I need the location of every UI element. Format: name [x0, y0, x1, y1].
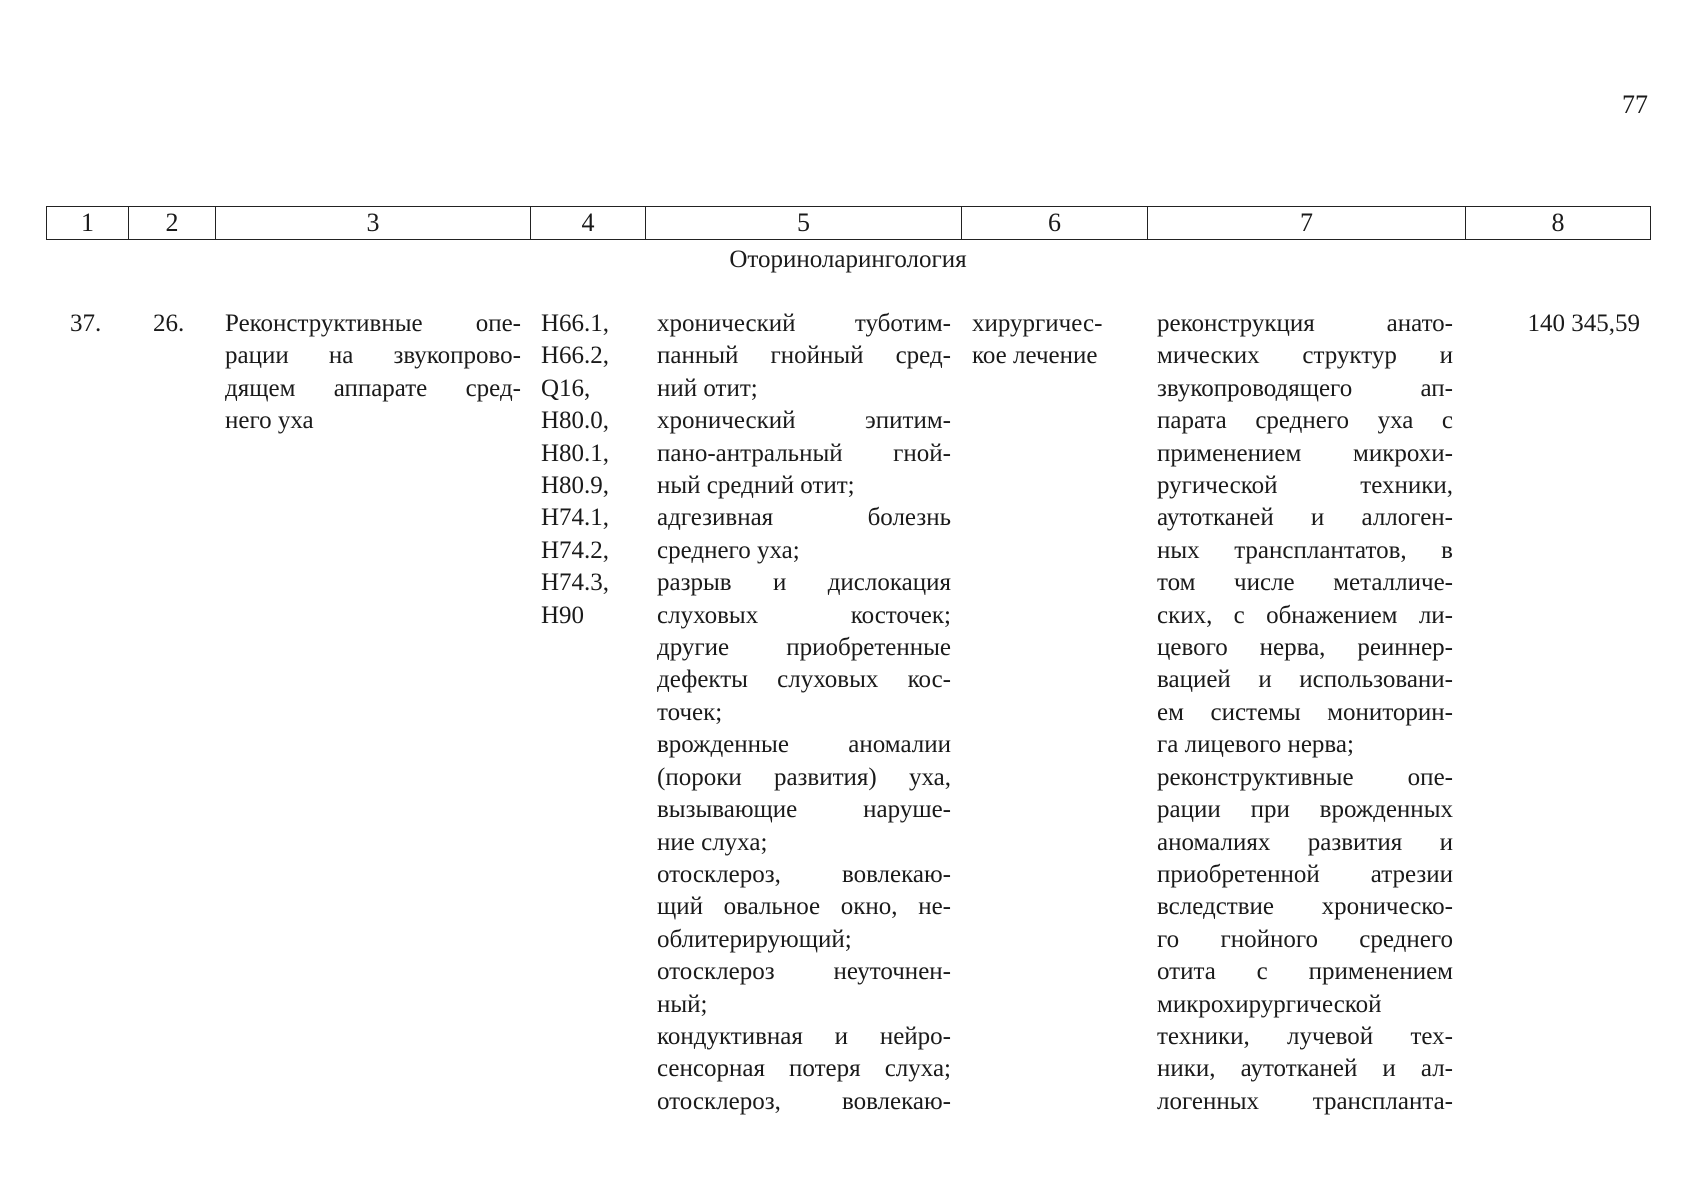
- method-line: применением микрохи-: [1157, 439, 1453, 467]
- method-line: го гнойного среднего: [1157, 925, 1453, 953]
- diagnosis-list: [657, 308, 951, 1118]
- diagnosis-line: хронический эпитим-: [657, 407, 951, 435]
- diagnosis-line: отосклероз неуточнен-: [657, 958, 951, 986]
- method-line: отита с применением: [1157, 958, 1453, 986]
- diagnosis-line: (пороки развития) уха,: [657, 763, 951, 791]
- method-line: ем системы мониторин-: [1157, 698, 1453, 726]
- method-line: га лицевого нерва;: [1157, 731, 1354, 759]
- method-line: ругической техники,: [1157, 472, 1453, 500]
- diagnosis-line: слуховых косточек;: [657, 601, 951, 629]
- diagnosis-line: панный гнойный сред-: [657, 342, 951, 370]
- method-line: ники, аутотканей и ал-: [1157, 1055, 1453, 1083]
- diagnosis-line: ние слуха;: [657, 828, 768, 856]
- diagnosis-line: сенсорная потеря слуха;: [657, 1055, 951, 1083]
- method-line: вацией и использовани-: [1157, 666, 1453, 694]
- diagnosis-line: пано-антральный гной-: [657, 439, 951, 467]
- icd-code: H80.9,: [541, 472, 610, 500]
- method-line: микрохирургической: [1157, 990, 1382, 1018]
- treatment-method: [1157, 308, 1453, 1118]
- column-number-6: 6: [962, 207, 1148, 240]
- method-line: парата среднего уха с: [1157, 407, 1453, 435]
- diagnosis-line: точек;: [657, 698, 723, 726]
- diagnosis-line: дефекты слуховых кос-: [657, 666, 951, 694]
- treatment-line: кое лечение: [972, 342, 1098, 370]
- column-number-header: [46, 206, 1651, 240]
- method-line: том числе металличе-: [1157, 569, 1453, 597]
- icd-code: H90: [541, 601, 585, 629]
- method-line: рации при врожденных: [1157, 796, 1453, 824]
- icd-code: H80.1,: [541, 439, 610, 467]
- column-number-1: 1: [47, 207, 129, 240]
- procedure-name-line: дящем аппарате сред-: [225, 374, 521, 402]
- column-number-4: 4: [531, 207, 646, 240]
- method-line: звукопроводящего ап-: [1157, 374, 1453, 402]
- cost-value: 140 345,59: [1527, 310, 1640, 337]
- column-number-3: 3: [216, 207, 531, 240]
- diagnosis-line: другие приобретенные: [657, 634, 951, 662]
- diagnosis-line: вызывающие наруше-: [657, 796, 951, 824]
- procedure-name-line: рации на звукопрово-: [225, 342, 521, 370]
- method-line: ных трансплантатов, в: [1157, 536, 1453, 564]
- method-line: вследствие хроническо-: [1157, 893, 1453, 921]
- procedure-name: [225, 308, 521, 438]
- diagnosis-line: ный;: [657, 990, 708, 1018]
- icd-code: H66.1,: [541, 310, 610, 337]
- method-line: аутотканей и аллоген-: [1157, 504, 1453, 532]
- icd-code: H74.2,: [541, 536, 610, 564]
- icd-code: H66.2,: [541, 342, 610, 370]
- method-line: аномалиях развития и: [1157, 828, 1453, 856]
- method-line: техники, лучевой тех-: [1157, 1022, 1453, 1050]
- diagnosis-line: ный средний отит;: [657, 472, 855, 500]
- column-number-5: 5: [646, 207, 962, 240]
- diagnosis-line: хронический туботим-: [657, 310, 951, 337]
- procedure-name-line: Реконструктивные опе-: [225, 310, 521, 337]
- diagnosis-line: кондуктивная и нейро-: [657, 1022, 951, 1050]
- section-title: Оториноларингология: [729, 246, 967, 273]
- icd-code: H80.0,: [541, 407, 610, 435]
- method-line: мических структур и: [1157, 342, 1453, 370]
- icd-codes: [541, 308, 631, 632]
- diagnosis-line: разрыв и дислокация: [657, 569, 951, 597]
- diagnosis-line: врожденные аномалии: [657, 731, 951, 759]
- diagnosis-line: среднего уха;: [657, 536, 800, 564]
- diagnosis-line: щий овальное окно, не-: [657, 893, 951, 921]
- treatment-type: [972, 308, 1132, 373]
- row-number: 37.: [70, 310, 102, 337]
- method-line: приобретенной атрезии: [1157, 860, 1453, 888]
- method-line: реконструкция анато-: [1157, 310, 1453, 337]
- diagnosis-line: ний отит;: [657, 374, 758, 402]
- method-line: реконструктивные опе-: [1157, 763, 1453, 791]
- method-line: логенных транспланта-: [1157, 1087, 1453, 1115]
- diagnosis-line: отосклероз, вовлекаю-: [657, 860, 951, 888]
- icd-code: H74.3,: [541, 569, 610, 597]
- method-line: цевого нерва, реиннер-: [1157, 634, 1453, 662]
- row-sub-number: 26.: [153, 310, 185, 337]
- diagnosis-line: облитерирующий;: [657, 925, 852, 953]
- icd-code: H74.1,: [541, 504, 610, 532]
- diagnosis-line: отосклероз, вовлекаю-: [657, 1087, 951, 1115]
- page-number: 77: [1622, 90, 1648, 119]
- method-line: ских, с обнажением ли-: [1157, 601, 1453, 629]
- column-number-2: 2: [129, 207, 216, 240]
- diagnosis-line: адгезивная болезнь: [657, 504, 951, 532]
- procedure-name-line: него уха: [225, 407, 314, 435]
- icd-code: Q16,: [541, 374, 591, 402]
- treatment-line: хирургичес-: [972, 310, 1103, 337]
- column-number-7: 7: [1148, 207, 1466, 240]
- column-number-8: 8: [1466, 207, 1651, 240]
